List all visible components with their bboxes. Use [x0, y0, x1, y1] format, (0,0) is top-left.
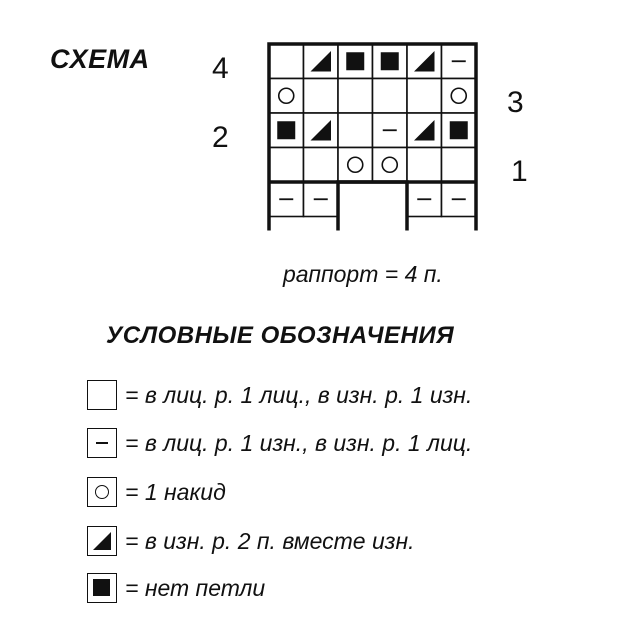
- chart-cell: [442, 148, 477, 183]
- legend-title: УСЛОВНЫЕ ОБОЗНАЧЕНИЯ: [106, 322, 455, 349]
- row-number-2: 2: [212, 121, 229, 154]
- filled-square-icon: [277, 121, 295, 139]
- filled-square-icon: [87, 573, 117, 603]
- chart-title: СХЕМА: [50, 44, 150, 74]
- legend-text: = в изн. р. 2 п. вместе изн.: [125, 527, 415, 554]
- dash-icon: [87, 428, 117, 458]
- legend-text: = в лиц. р. 1 изн., в изн. р. 1 лиц.: [125, 429, 473, 456]
- legend-item-knit: [87, 378, 472, 412]
- chart-border: [338, 182, 407, 231]
- filled-square-icon: [450, 121, 468, 139]
- chart-cell: [269, 79, 304, 114]
- row-number-1: 1: [511, 155, 528, 188]
- legend-text: = 1 накид: [125, 478, 226, 505]
- triangle-icon: [87, 526, 117, 556]
- row-number-4: 4: [212, 52, 229, 85]
- empty-square-icon: [87, 380, 117, 410]
- chart-cell: [304, 79, 339, 114]
- knitting-chart: [0, 0, 640, 260]
- chart-cell: [373, 79, 408, 114]
- legend-text: = нет петли: [125, 574, 266, 601]
- legend-text: = в лиц. р. 1 лиц., в изн. р. 1 изн.: [125, 381, 473, 408]
- chart-cell: [407, 79, 442, 114]
- legend-item-purl: [87, 426, 472, 460]
- chart-cell: [338, 113, 373, 148]
- filled-square-icon: [381, 52, 399, 70]
- legend-item-purl-two-together: [87, 524, 415, 558]
- chart-cell: [338, 79, 373, 114]
- chart-cell: [269, 44, 304, 79]
- chart-cell: [269, 148, 304, 183]
- chart-cell: [338, 148, 373, 183]
- row-number-3: 3: [507, 86, 524, 119]
- legend-item-no-stitch: [87, 571, 265, 605]
- filled-square-icon: [346, 52, 364, 70]
- legend-item-yarn-over: [87, 475, 226, 509]
- chart-cell: [373, 148, 408, 183]
- rapport-label: раппорт = 4 п.: [283, 261, 443, 287]
- chart-cell: [304, 148, 339, 183]
- chart-cell: [442, 79, 477, 114]
- circle-icon: [87, 477, 117, 507]
- chart-cell: [407, 148, 442, 183]
